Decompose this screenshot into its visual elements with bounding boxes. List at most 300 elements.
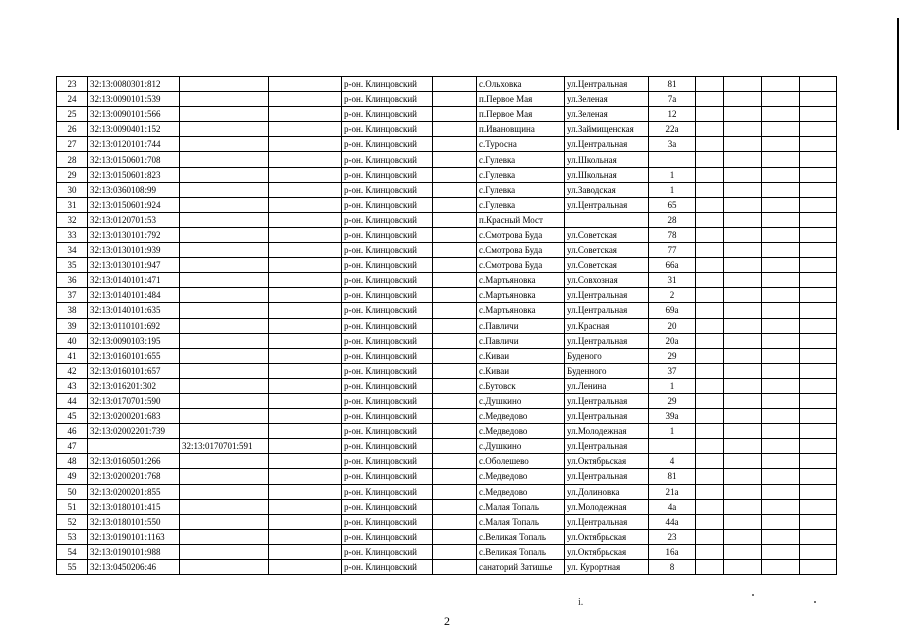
blank-cell — [433, 212, 477, 227]
row-number: 29 — [57, 167, 88, 182]
blank-cell — [724, 152, 762, 167]
table-row — [57, 167, 837, 182]
street-cell: ул.Октябрьская — [565, 454, 649, 469]
house-number-cell: 21а — [649, 484, 696, 499]
blank-cell — [269, 182, 342, 197]
blank-cell — [269, 348, 342, 363]
street-cell: ул.Советская — [565, 243, 649, 258]
settlement-cell: п.Первое Мая — [477, 107, 565, 122]
district-cell: р-он. Клинцовский — [342, 560, 433, 575]
blank-cell — [800, 122, 837, 137]
cadastral-number: 32:13:0120101:744 — [88, 137, 180, 152]
blank-cell — [762, 258, 800, 273]
blank-cell — [800, 318, 837, 333]
blank-cell — [762, 122, 800, 137]
cadastral-number-alt — [180, 212, 269, 227]
row-number: 39 — [57, 318, 88, 333]
blank-cell — [269, 454, 342, 469]
cadastral-number: 32:13:02002201:739 — [88, 424, 180, 439]
blank-cell — [433, 544, 477, 559]
scan-speck — [752, 594, 754, 596]
blank-cell — [696, 258, 724, 273]
district-cell: р-он. Клинцовский — [342, 378, 433, 393]
blank-cell — [800, 393, 837, 408]
blank-cell — [724, 182, 762, 197]
district-cell: р-он. Клинцовский — [342, 439, 433, 454]
cadastral-number: 32:13:0180101:415 — [88, 499, 180, 514]
blank-cell — [433, 499, 477, 514]
table-row — [57, 77, 837, 92]
blank-cell — [433, 303, 477, 318]
row-number: 46 — [57, 424, 88, 439]
blank-cell — [762, 107, 800, 122]
blank-cell — [724, 122, 762, 137]
settlement-cell: с.Оболешево — [477, 454, 565, 469]
house-number-cell: 1 — [649, 424, 696, 439]
street-cell: ул.Центральная — [565, 409, 649, 424]
house-number-cell: 20 — [649, 318, 696, 333]
blank-cell — [269, 499, 342, 514]
cadastral-number-alt — [180, 227, 269, 242]
blank-cell — [696, 454, 724, 469]
street-cell: ул.Октябрьская — [565, 529, 649, 544]
street-cell: ул.Займищенская — [565, 122, 649, 137]
district-cell: р-он. Клинцовский — [342, 288, 433, 303]
row-number: 37 — [57, 288, 88, 303]
blank-cell — [269, 333, 342, 348]
blank-cell — [269, 137, 342, 152]
blank-cell — [762, 469, 800, 484]
cadastral-number: 32:13:0450206:46 — [88, 560, 180, 575]
blank-cell — [800, 92, 837, 107]
blank-cell — [433, 514, 477, 529]
street-cell: ул.Зеленая — [565, 107, 649, 122]
blank-cell — [800, 529, 837, 544]
blank-cell — [433, 137, 477, 152]
blank-cell — [696, 92, 724, 107]
row-number: 48 — [57, 454, 88, 469]
district-cell: р-он. Клинцовский — [342, 393, 433, 408]
district-cell: р-он. Клинцовский — [342, 514, 433, 529]
cadastral-number: 32:13:0130101:947 — [88, 258, 180, 273]
street-cell: ул.Центральная — [565, 77, 649, 92]
row-number: 50 — [57, 484, 88, 499]
street-cell: ул.Совхозная — [565, 273, 649, 288]
house-number-cell: 1 — [649, 167, 696, 182]
settlement-cell: с.Малая Топаль — [477, 499, 565, 514]
street-cell: ул.Советская — [565, 258, 649, 273]
blank-cell — [762, 197, 800, 212]
street-cell: Буденого — [565, 348, 649, 363]
blank-cell — [800, 243, 837, 258]
blank-cell — [433, 439, 477, 454]
cadastral-number-alt — [180, 303, 269, 318]
cadastral-number-alt — [180, 499, 269, 514]
district-cell: р-он. Клинцовский — [342, 303, 433, 318]
house-number-cell: 29 — [649, 393, 696, 408]
cadastral-number-alt — [180, 243, 269, 258]
table-row — [57, 469, 837, 484]
table-body — [57, 77, 837, 575]
district-cell: р-он. Клинцовский — [342, 409, 433, 424]
house-number-cell: 2 — [649, 288, 696, 303]
table-row — [57, 484, 837, 499]
blank-cell — [724, 273, 762, 288]
blank-cell — [762, 333, 800, 348]
cadastral-number: 32:13:0360108:99 — [88, 182, 180, 197]
settlement-cell: с.Павличи — [477, 318, 565, 333]
blank-cell — [800, 137, 837, 152]
settlement-cell: с.Киваи — [477, 348, 565, 363]
blank-cell — [696, 288, 724, 303]
district-cell: р-он. Клинцовский — [342, 77, 433, 92]
settlement-cell: п.Первое Мая — [477, 92, 565, 107]
blank-cell — [800, 439, 837, 454]
street-cell: ул.Центральная — [565, 514, 649, 529]
settlement-cell: с.Киваи — [477, 363, 565, 378]
blank-cell — [696, 137, 724, 152]
row-number: 32 — [57, 212, 88, 227]
blank-cell — [696, 243, 724, 258]
street-cell: ул.Центральная — [565, 333, 649, 348]
blank-cell — [724, 424, 762, 439]
cadastral-number: 32:13:0160501:266 — [88, 454, 180, 469]
street-cell: ул.Октябрьская — [565, 544, 649, 559]
settlement-cell: санаторий Затишье — [477, 560, 565, 575]
blank-cell — [433, 333, 477, 348]
settlement-cell: с.Малая Топаль — [477, 514, 565, 529]
blank-cell — [800, 258, 837, 273]
blank-cell — [724, 92, 762, 107]
district-cell: р-он. Клинцовский — [342, 499, 433, 514]
row-number: 52 — [57, 514, 88, 529]
row-number: 45 — [57, 409, 88, 424]
blank-cell — [433, 529, 477, 544]
blank-cell — [762, 378, 800, 393]
district-cell: р-он. Клинцовский — [342, 182, 433, 197]
blank-cell — [696, 318, 724, 333]
blank-cell — [269, 318, 342, 333]
street-cell: ул.Ленина — [565, 378, 649, 393]
blank-cell — [696, 393, 724, 408]
blank-cell — [800, 303, 837, 318]
street-cell: ул.Заводская — [565, 182, 649, 197]
cadastral-number: 32:13:0150601:924 — [88, 197, 180, 212]
district-cell: р-он. Клинцовский — [342, 454, 433, 469]
settlement-cell: п.Ивановщина — [477, 122, 565, 137]
row-number: 36 — [57, 273, 88, 288]
blank-cell — [762, 212, 800, 227]
blank-cell — [724, 227, 762, 242]
blank-cell — [433, 288, 477, 303]
blank-cell — [800, 152, 837, 167]
cadastral-number: 32:13:0090401:152 — [88, 122, 180, 137]
district-cell: р-он. Клинцовский — [342, 363, 433, 378]
blank-cell — [724, 258, 762, 273]
table-row — [57, 273, 837, 288]
blank-cell — [762, 152, 800, 167]
blank-cell — [762, 303, 800, 318]
blank-cell — [269, 77, 342, 92]
cadastral-number: 32:13:0200201:683 — [88, 409, 180, 424]
house-number-cell: 12 — [649, 107, 696, 122]
district-cell: р-он. Клинцовский — [342, 424, 433, 439]
blank-cell — [762, 439, 800, 454]
blank-cell — [433, 167, 477, 182]
house-number-cell: 65 — [649, 197, 696, 212]
blank-cell — [269, 243, 342, 258]
blank-cell — [762, 454, 800, 469]
district-cell: р-он. Клинцовский — [342, 243, 433, 258]
house-number-cell: 1 — [649, 182, 696, 197]
blank-cell — [696, 363, 724, 378]
row-number: 54 — [57, 544, 88, 559]
blank-cell — [724, 439, 762, 454]
blank-cell — [724, 318, 762, 333]
blank-cell — [269, 227, 342, 242]
street-cell: ул.Школьная — [565, 167, 649, 182]
street-cell: Буденного — [565, 363, 649, 378]
settlement-cell: п.Красный Мост — [477, 212, 565, 227]
table-row — [57, 363, 837, 378]
blank-cell — [696, 529, 724, 544]
street-cell: ул.Центральная — [565, 303, 649, 318]
blank-cell — [696, 122, 724, 137]
settlement-cell: с.Павличи — [477, 333, 565, 348]
blank-cell — [269, 529, 342, 544]
cadastral-number-alt — [180, 333, 269, 348]
house-number-cell: 37 — [649, 363, 696, 378]
table-row — [57, 107, 837, 122]
house-number-cell: 78 — [649, 227, 696, 242]
row-number: 47 — [57, 439, 88, 454]
settlement-cell: с.Медведово — [477, 424, 565, 439]
settlement-cell: с.Смотрова Буда — [477, 227, 565, 242]
row-number: 27 — [57, 137, 88, 152]
district-cell: р-он. Клинцовский — [342, 197, 433, 212]
row-number: 42 — [57, 363, 88, 378]
house-number-cell — [649, 152, 696, 167]
settlement-cell: с.Гулевка — [477, 152, 565, 167]
blank-cell — [724, 560, 762, 575]
house-number-cell: 77 — [649, 243, 696, 258]
blank-cell — [800, 484, 837, 499]
table-row — [57, 318, 837, 333]
cadastral-number: 32:13:0140101:471 — [88, 273, 180, 288]
house-number-cell: 44а — [649, 514, 696, 529]
house-number-cell: 81 — [649, 77, 696, 92]
row-number: 33 — [57, 227, 88, 242]
settlement-cell: с.Мартьяновка — [477, 273, 565, 288]
house-number-cell: 31 — [649, 273, 696, 288]
table-row — [57, 348, 837, 363]
blank-cell — [433, 348, 477, 363]
district-cell: р-он. Клинцовский — [342, 167, 433, 182]
blank-cell — [269, 197, 342, 212]
cadastral-number-alt — [180, 258, 269, 273]
house-number-cell: 20а — [649, 333, 696, 348]
settlement-cell: с.Бутовск — [477, 378, 565, 393]
blank-cell — [696, 77, 724, 92]
row-number: 35 — [57, 258, 88, 273]
blank-cell — [724, 137, 762, 152]
row-number: 51 — [57, 499, 88, 514]
settlement-cell: с.Мартьяновка — [477, 288, 565, 303]
table-row — [57, 560, 837, 575]
table-row — [57, 424, 837, 439]
blank-cell — [269, 258, 342, 273]
blank-cell — [800, 409, 837, 424]
blank-cell — [724, 107, 762, 122]
cadastral-number: 32:13:0190101:988 — [88, 544, 180, 559]
blank-cell — [696, 152, 724, 167]
row-number: 28 — [57, 152, 88, 167]
blank-cell — [433, 560, 477, 575]
cadastral-number-alt — [180, 182, 269, 197]
table-row — [57, 393, 837, 408]
cadastral-number-alt — [180, 122, 269, 137]
district-cell: р-он. Клинцовский — [342, 212, 433, 227]
blank-cell — [724, 454, 762, 469]
blank-cell — [269, 544, 342, 559]
table-row — [57, 227, 837, 242]
blank-cell — [800, 77, 837, 92]
row-number: 26 — [57, 122, 88, 137]
blank-cell — [269, 439, 342, 454]
cadastral-number: 32:13:0200201:768 — [88, 469, 180, 484]
row-number: 40 — [57, 333, 88, 348]
cadastral-number-alt — [180, 560, 269, 575]
blank-cell — [269, 212, 342, 227]
blank-cell — [762, 182, 800, 197]
blank-cell — [433, 424, 477, 439]
cadastral-number-alt — [180, 348, 269, 363]
cadastral-number-alt — [180, 454, 269, 469]
blank-cell — [696, 333, 724, 348]
house-number-cell: 22а — [649, 122, 696, 137]
blank-cell — [724, 212, 762, 227]
settlement-cell: с.Смотрова Буда — [477, 258, 565, 273]
blank-cell — [433, 243, 477, 258]
cadastral-number: 32:13:0130101:792 — [88, 227, 180, 242]
table-row — [57, 499, 837, 514]
blank-cell — [269, 107, 342, 122]
blank-cell — [433, 454, 477, 469]
blank-cell — [762, 409, 800, 424]
property-table — [56, 76, 837, 575]
cadastral-number: 32:13:0160101:657 — [88, 363, 180, 378]
table-row — [57, 303, 837, 318]
table-row — [57, 288, 837, 303]
blank-cell — [269, 469, 342, 484]
street-cell: ул.Центральная — [565, 469, 649, 484]
cadastral-number-alt — [180, 273, 269, 288]
street-cell: ул.Советская — [565, 227, 649, 242]
row-number: 24 — [57, 92, 88, 107]
blank-cell — [696, 544, 724, 559]
blank-cell — [433, 378, 477, 393]
cadastral-number-alt — [180, 107, 269, 122]
table-row — [57, 197, 837, 212]
blank-cell — [762, 273, 800, 288]
blank-cell — [762, 167, 800, 182]
table-row — [57, 544, 837, 559]
blank-cell — [724, 514, 762, 529]
cadastral-number-alt — [180, 469, 269, 484]
blank-cell — [269, 378, 342, 393]
blank-cell — [269, 484, 342, 499]
cadastral-number-alt — [180, 197, 269, 212]
blank-cell — [724, 348, 762, 363]
blank-cell — [696, 499, 724, 514]
blank-cell — [762, 484, 800, 499]
blank-cell — [269, 303, 342, 318]
blank-cell — [762, 499, 800, 514]
table-row — [57, 152, 837, 167]
cadastral-number-alt — [180, 363, 269, 378]
cadastral-number-alt — [180, 152, 269, 167]
blank-cell — [800, 212, 837, 227]
blank-cell — [696, 182, 724, 197]
district-cell: р-он. Клинцовский — [342, 544, 433, 559]
blank-cell — [762, 318, 800, 333]
street-cell: ул.Зеленая — [565, 92, 649, 107]
blank-cell — [696, 212, 724, 227]
table-row — [57, 92, 837, 107]
blank-cell — [724, 303, 762, 318]
house-number-cell — [649, 439, 696, 454]
table-row — [57, 439, 837, 454]
blank-cell — [762, 529, 800, 544]
house-number-cell: 8 — [649, 560, 696, 575]
district-cell: р-он. Клинцовский — [342, 484, 433, 499]
blank-cell — [433, 484, 477, 499]
street-cell: ул.Молодежная — [565, 499, 649, 514]
blank-cell — [762, 424, 800, 439]
cadastral-number: 32:13:0180101:550 — [88, 514, 180, 529]
blank-cell — [269, 288, 342, 303]
cadastral-number: 32:13:0200201:855 — [88, 484, 180, 499]
cadastral-number-alt — [180, 167, 269, 182]
blank-cell — [696, 378, 724, 393]
blank-cell — [800, 273, 837, 288]
table-row — [57, 378, 837, 393]
blank-cell — [433, 197, 477, 212]
blank-cell — [433, 409, 477, 424]
blank-cell — [800, 167, 837, 182]
cadastral-number — [88, 439, 180, 454]
cadastral-number-alt — [180, 484, 269, 499]
blank-cell — [696, 484, 724, 499]
blank-cell — [762, 348, 800, 363]
blank-cell — [433, 77, 477, 92]
blank-cell — [696, 469, 724, 484]
cadastral-number: 32:13:0190101:1163 — [88, 529, 180, 544]
district-cell: р-он. Клинцовский — [342, 318, 433, 333]
blank-cell — [762, 227, 800, 242]
blank-cell — [800, 348, 837, 363]
settlement-cell: с.Медведово — [477, 409, 565, 424]
blank-cell — [724, 499, 762, 514]
blank-cell — [696, 439, 724, 454]
cadastral-number: 32:13:0140101:635 — [88, 303, 180, 318]
blank-cell — [724, 77, 762, 92]
cadastral-number-alt — [180, 77, 269, 92]
blank-cell — [696, 303, 724, 318]
blank-cell — [762, 137, 800, 152]
row-number: 41 — [57, 348, 88, 363]
blank-cell — [696, 409, 724, 424]
